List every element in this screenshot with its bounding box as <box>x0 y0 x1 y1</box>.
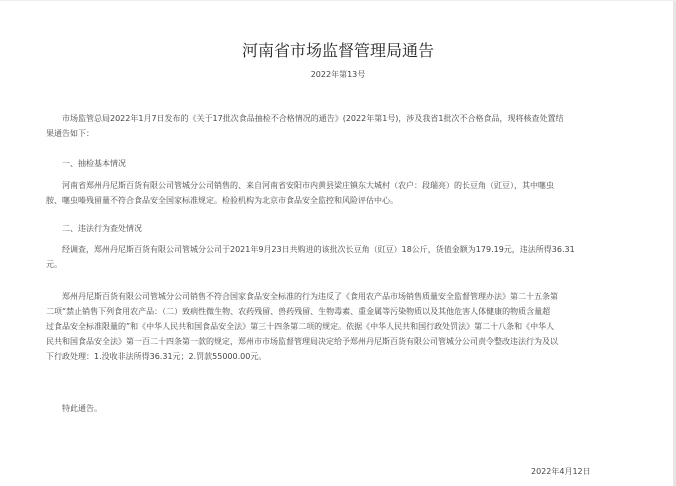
intro-line: 市场监管总局2022年1月7日发布的《关于17批次食品抽检不合格情况的通告》(2022年第1号)，涉及我省1批次不合格食品，现将核查处置结 <box>62 114 564 123</box>
decision-line: 过食品安全标准限量的”和《中华人民共和国食品安全法》第三十四条第二项的规定。依据《中华人民共和国行政处罚法》第二十八条和《中华人 <box>46 322 555 331</box>
inspection-line: 河南省郑州丹尼斯百货有限公司管城分公司销售的、来自河南省安阳市内黄县梁庄镇东大城村（农户：段瑞亮）的长豆角（豇豆），其中噻虫 <box>62 181 554 190</box>
decision-paragraph <box>0 289 676 364</box>
notice-number: 2022年第13号 <box>310 70 366 79</box>
section-heading-inspection: 一、抽检基本情况 <box>62 159 126 168</box>
notice-date: 2022年4月12日 <box>531 467 591 476</box>
inspection-line: 胺、噻虫嗪残留量不符合食品安全国家标准规定。检验机构为北京市食品安全监控和风险评估中心。 <box>46 196 398 205</box>
closing-text: 特此通告。 <box>62 404 102 413</box>
enforcement-line: 经调查，郑州丹尼斯百货有限公司管城分公司于2021年9月23日共购进的该批次长豆角（豇豆）18公斤，货值金额为179.19元，违法所得36.31 <box>62 245 575 254</box>
inspection-paragraph <box>0 178 676 208</box>
decision-line: 下行政处理：1.没收非法所得36.31元；2.罚款55000.00元。 <box>46 352 267 361</box>
enforcement-paragraph <box>0 242 676 272</box>
section-heading-enforcement: 二、违法行为查处情况 <box>62 224 142 233</box>
decision-line: 郑州丹尼斯百货有限公司管城分公司销售不符合国家食品安全标准的行为违反了《食用农产品市场销售质量安全监督管理办法》第二十五条第 <box>62 292 558 301</box>
notice-title: 河南省市场监督管理局通告 <box>241 41 434 60</box>
decision-line: 二项“禁止销售下列食用农产品：（二）致病性微生物、农药残留、兽药残留、生物毒素、重金属等污染物质以及其他危害人体健康的物质含量超 <box>46 307 551 316</box>
decision-line: 民共和国食品安全法》第一百二十四条第一款的规定，郑州市市场监督管理局决定给予郑州丹尼斯百货有限公司管城分公司责令整改违法行为及以 <box>46 337 558 346</box>
intro-paragraph <box>0 111 676 141</box>
enforcement-line: 元。 <box>46 260 62 269</box>
intro-line: 果通告如下： <box>46 129 94 138</box>
